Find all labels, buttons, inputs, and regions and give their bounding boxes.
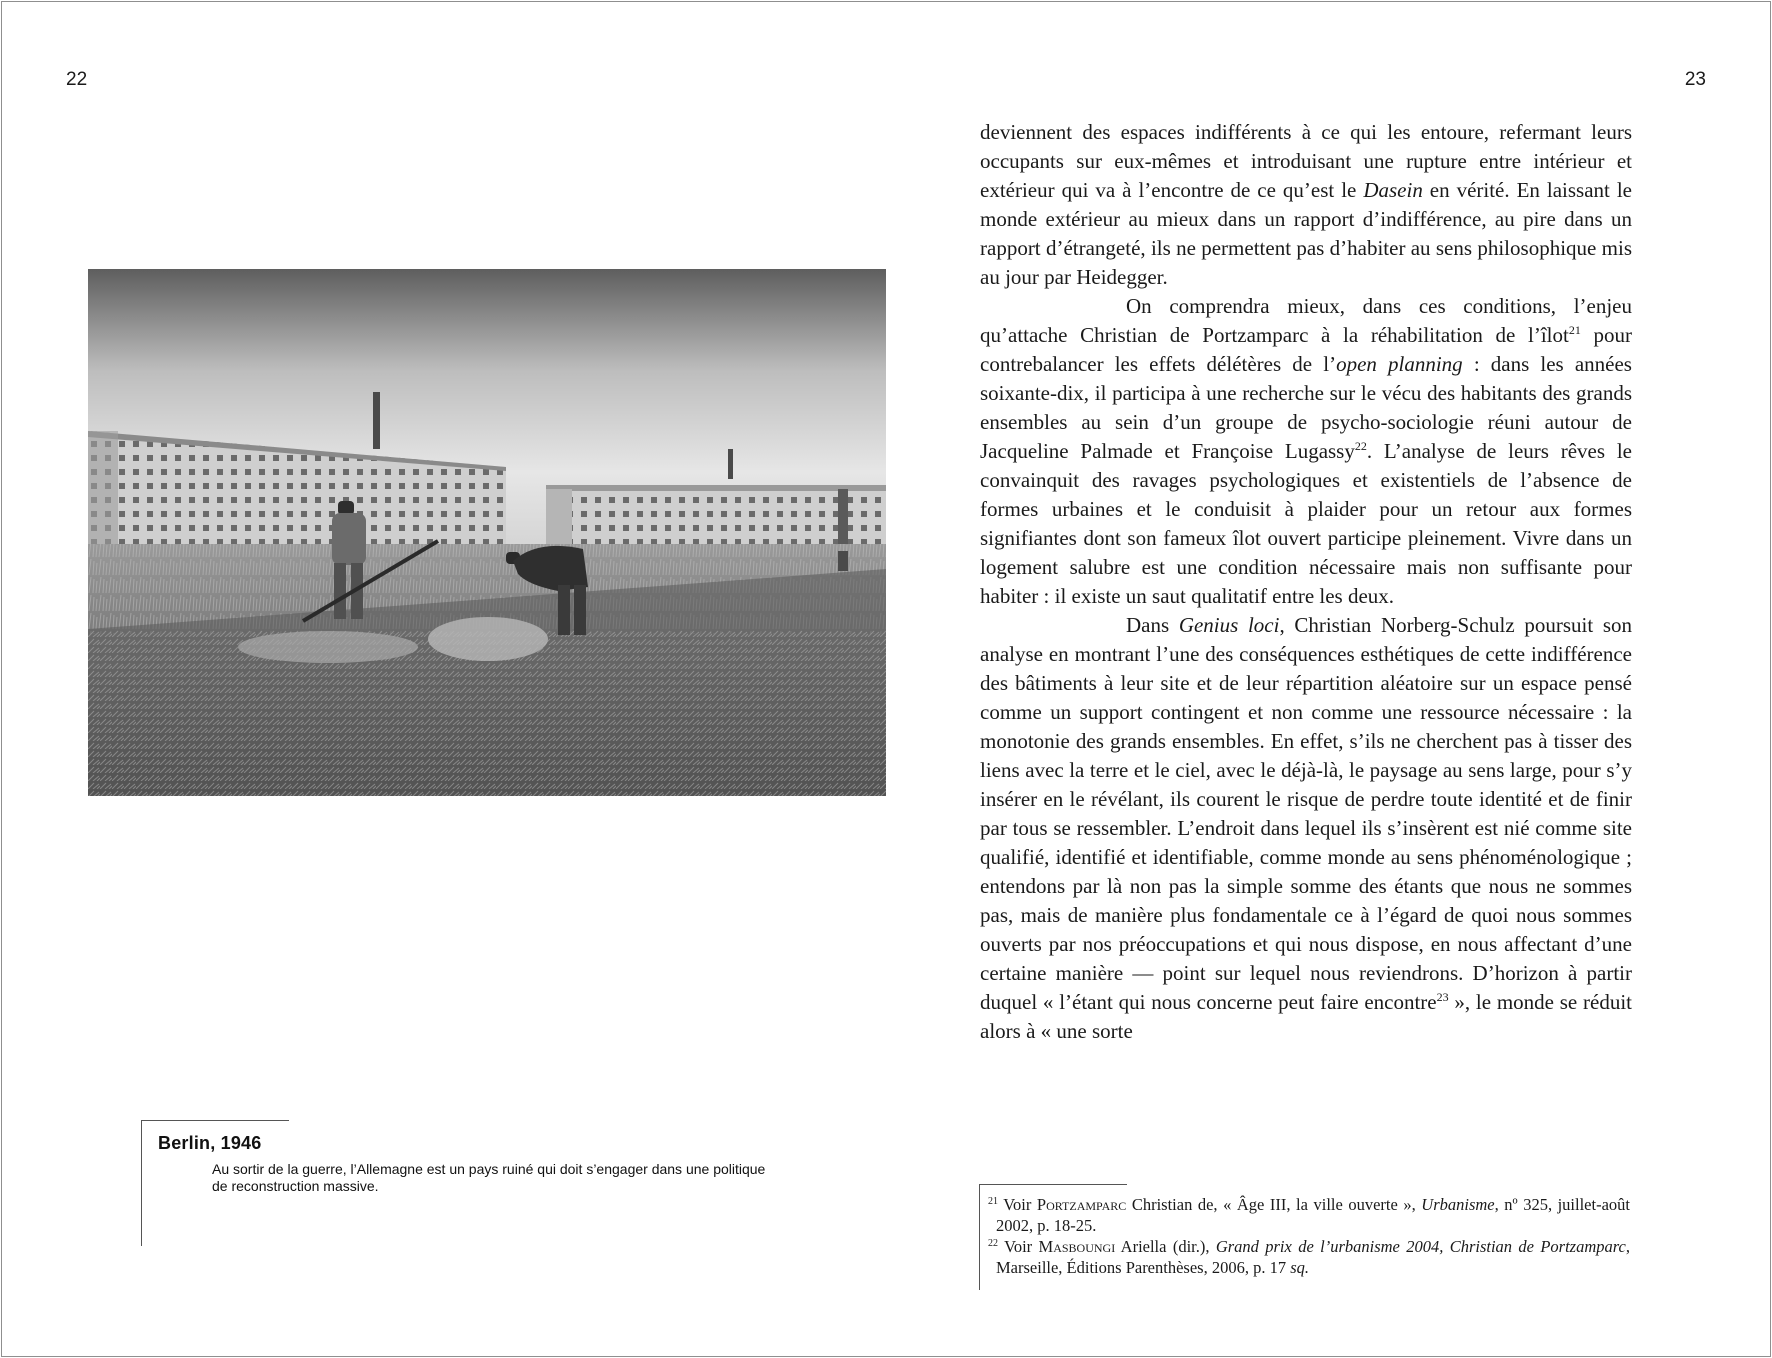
paragraph-1 — [980, 118, 1632, 292]
footnote-21-number: 21 — [988, 1196, 998, 1207]
paragraph-2-text-c: : dans les années soixante-dix, il participa à une recherche sur le vécu des habitants des grands ensembles au sein d’un groupe de psycho-sociologie réuni autour de Jacqueline Palmade et Françoise Lugassy — [980, 352, 1632, 463]
photograph-illustration — [88, 269, 886, 796]
footnote-21-text-a: Voir — [1003, 1195, 1037, 1214]
footnote-21-journal: Urbanisme — [1421, 1195, 1495, 1214]
footnote-22-text-c: , Marseille, Éditions Parenthèses, 2006, p. 17 — [996, 1237, 1630, 1277]
paragraph-2 — [980, 292, 1632, 611]
paragraph-1-text-b: en vérité. En laissant le monde extérieur au mieux dans un rapport d’indifférence, au pire dans un rapport d’étrangeté, ils ne permettent pas d’habiter au sens philosophique mis au jour par Heidegger. — [980, 178, 1632, 289]
photograph-harvest-scene — [88, 269, 886, 796]
footnote-22-number: 22 — [988, 1238, 998, 1249]
footnote-22-text-a: Voir — [1004, 1237, 1039, 1256]
paragraph-3-italic: Genius loci — [1178, 613, 1280, 637]
footnote-21-text-c: , nº 325, juillet-août 2002, p. 18-25. — [996, 1195, 1630, 1235]
footnote-ref-22: 22 — [1354, 439, 1367, 453]
footnote-rule-vertical — [979, 1184, 980, 1290]
paragraph-2-italic: open planning — [1336, 352, 1463, 376]
footnote-22-text-b: Ariella (dir.), — [1115, 1237, 1216, 1256]
footnote-22-author: Masboungi — [1038, 1237, 1116, 1256]
caption-title: Berlin, 1946 — [158, 1133, 262, 1153]
footnote-21-text-b: Christian de, « Âge III, la ville ouverte », — [1126, 1195, 1422, 1214]
paragraph-2-text-b: pour contrebalancer les effets délétères de l’ — [980, 323, 1632, 376]
main-text-column — [980, 118, 1632, 1046]
page-number-left: 22 — [66, 69, 88, 90]
caption-text: Au sortir de la guerre, l’Allemagne est un pays ruiné qui doit s’engager dans une politique de reconstruction massive. — [212, 1161, 766, 1194]
footnote-21 — [988, 1194, 1630, 1236]
paragraph-1-text-a: deviennent des espaces indifférents à ce qui les entoure, refermant leurs occupants sur eux-mêmes et introduisant une rupture entre intérieur et extérieur qui va à l’encontre de ce qu’est le — [980, 120, 1632, 202]
paragraph-2-text-a: On comprendra mieux, dans ces conditions, l’enjeu qu’attache Christian de Portzamparc à la réhabilitation de l’îlot — [980, 294, 1632, 347]
footnote-rule-horizontal — [979, 1184, 1127, 1185]
paragraph-2-text-d: . L’analyse de leurs rêves le convainquit des ravages psychologiques et existentiels de l’absence de formes urbaines et le conduisit à plaider pour un retour aux formes signifiantes dont son fameux îlot ouvert participe pleinement. Vivre dans un logement salubre est une condition nécessaire mais non suffisante pour habiter : il existe un saut qualitatif entre les deux. — [980, 439, 1632, 608]
footnote-22-sq: sq. — [1290, 1258, 1310, 1277]
caption-rule-vertical — [141, 1120, 142, 1246]
paragraph-1-italic: Dasein — [1363, 178, 1423, 202]
paragraph-3-text-b: , Christian Norberg-Schulz poursuit son analyse en montrant l’une des conséquences esthétiques de cette indifférence des bâtiments à leur site et de leur répartition aléatoire sur un espace pensé comme un support contingent et non comme une ressource nécessaire : la monotonie des grands ensembles. En effet, s’ils ne cherchent pas à tisser des liens avec la terre et le ciel, avec le déjà-là, le paysage au sens large, pour s’y insérer en le révélant, ils courent le risque de perdre toute identité et de finir par tous se ressembler. L’endroit dans lequel ils s’insèrent est nié comme site qualifié, identifié et identifiable, comme monde au sens phénoménologique ; entendons par là non pas la simple somme des étants que nous ne sommes pas, mais de manière plus fondamentale ce à l’égard de quoi nous sommes ouverts par nos préoccupations et qui nous dispose, en nous affectant d’une certaine manière — point sur lequel nous reviendrons. D’horizon à partir duquel « l’étant qui nous concerne peut faire encontre — [980, 613, 1632, 1014]
footnote-ref-23: 23 — [1436, 990, 1449, 1004]
footnote-22-title: Grand prix de l’urbanisme 2004, Christian de Portzamparc — [1215, 1237, 1626, 1256]
paragraph-3-text-c: », le monde se réduit alors à « une sorte — [980, 990, 1632, 1043]
paragraph-3-text-a: Dans — [1126, 613, 1179, 637]
paragraph-3 — [980, 611, 1632, 1046]
footnote-22 — [988, 1236, 1630, 1278]
page-number-right: 23 — [1684, 69, 1706, 90]
footnote-ref-21: 21 — [1568, 323, 1581, 337]
footnotes — [988, 1194, 1630, 1278]
caption-rule-horizontal — [141, 1120, 289, 1121]
footnote-21-author: Portzamparc — [1036, 1195, 1127, 1214]
